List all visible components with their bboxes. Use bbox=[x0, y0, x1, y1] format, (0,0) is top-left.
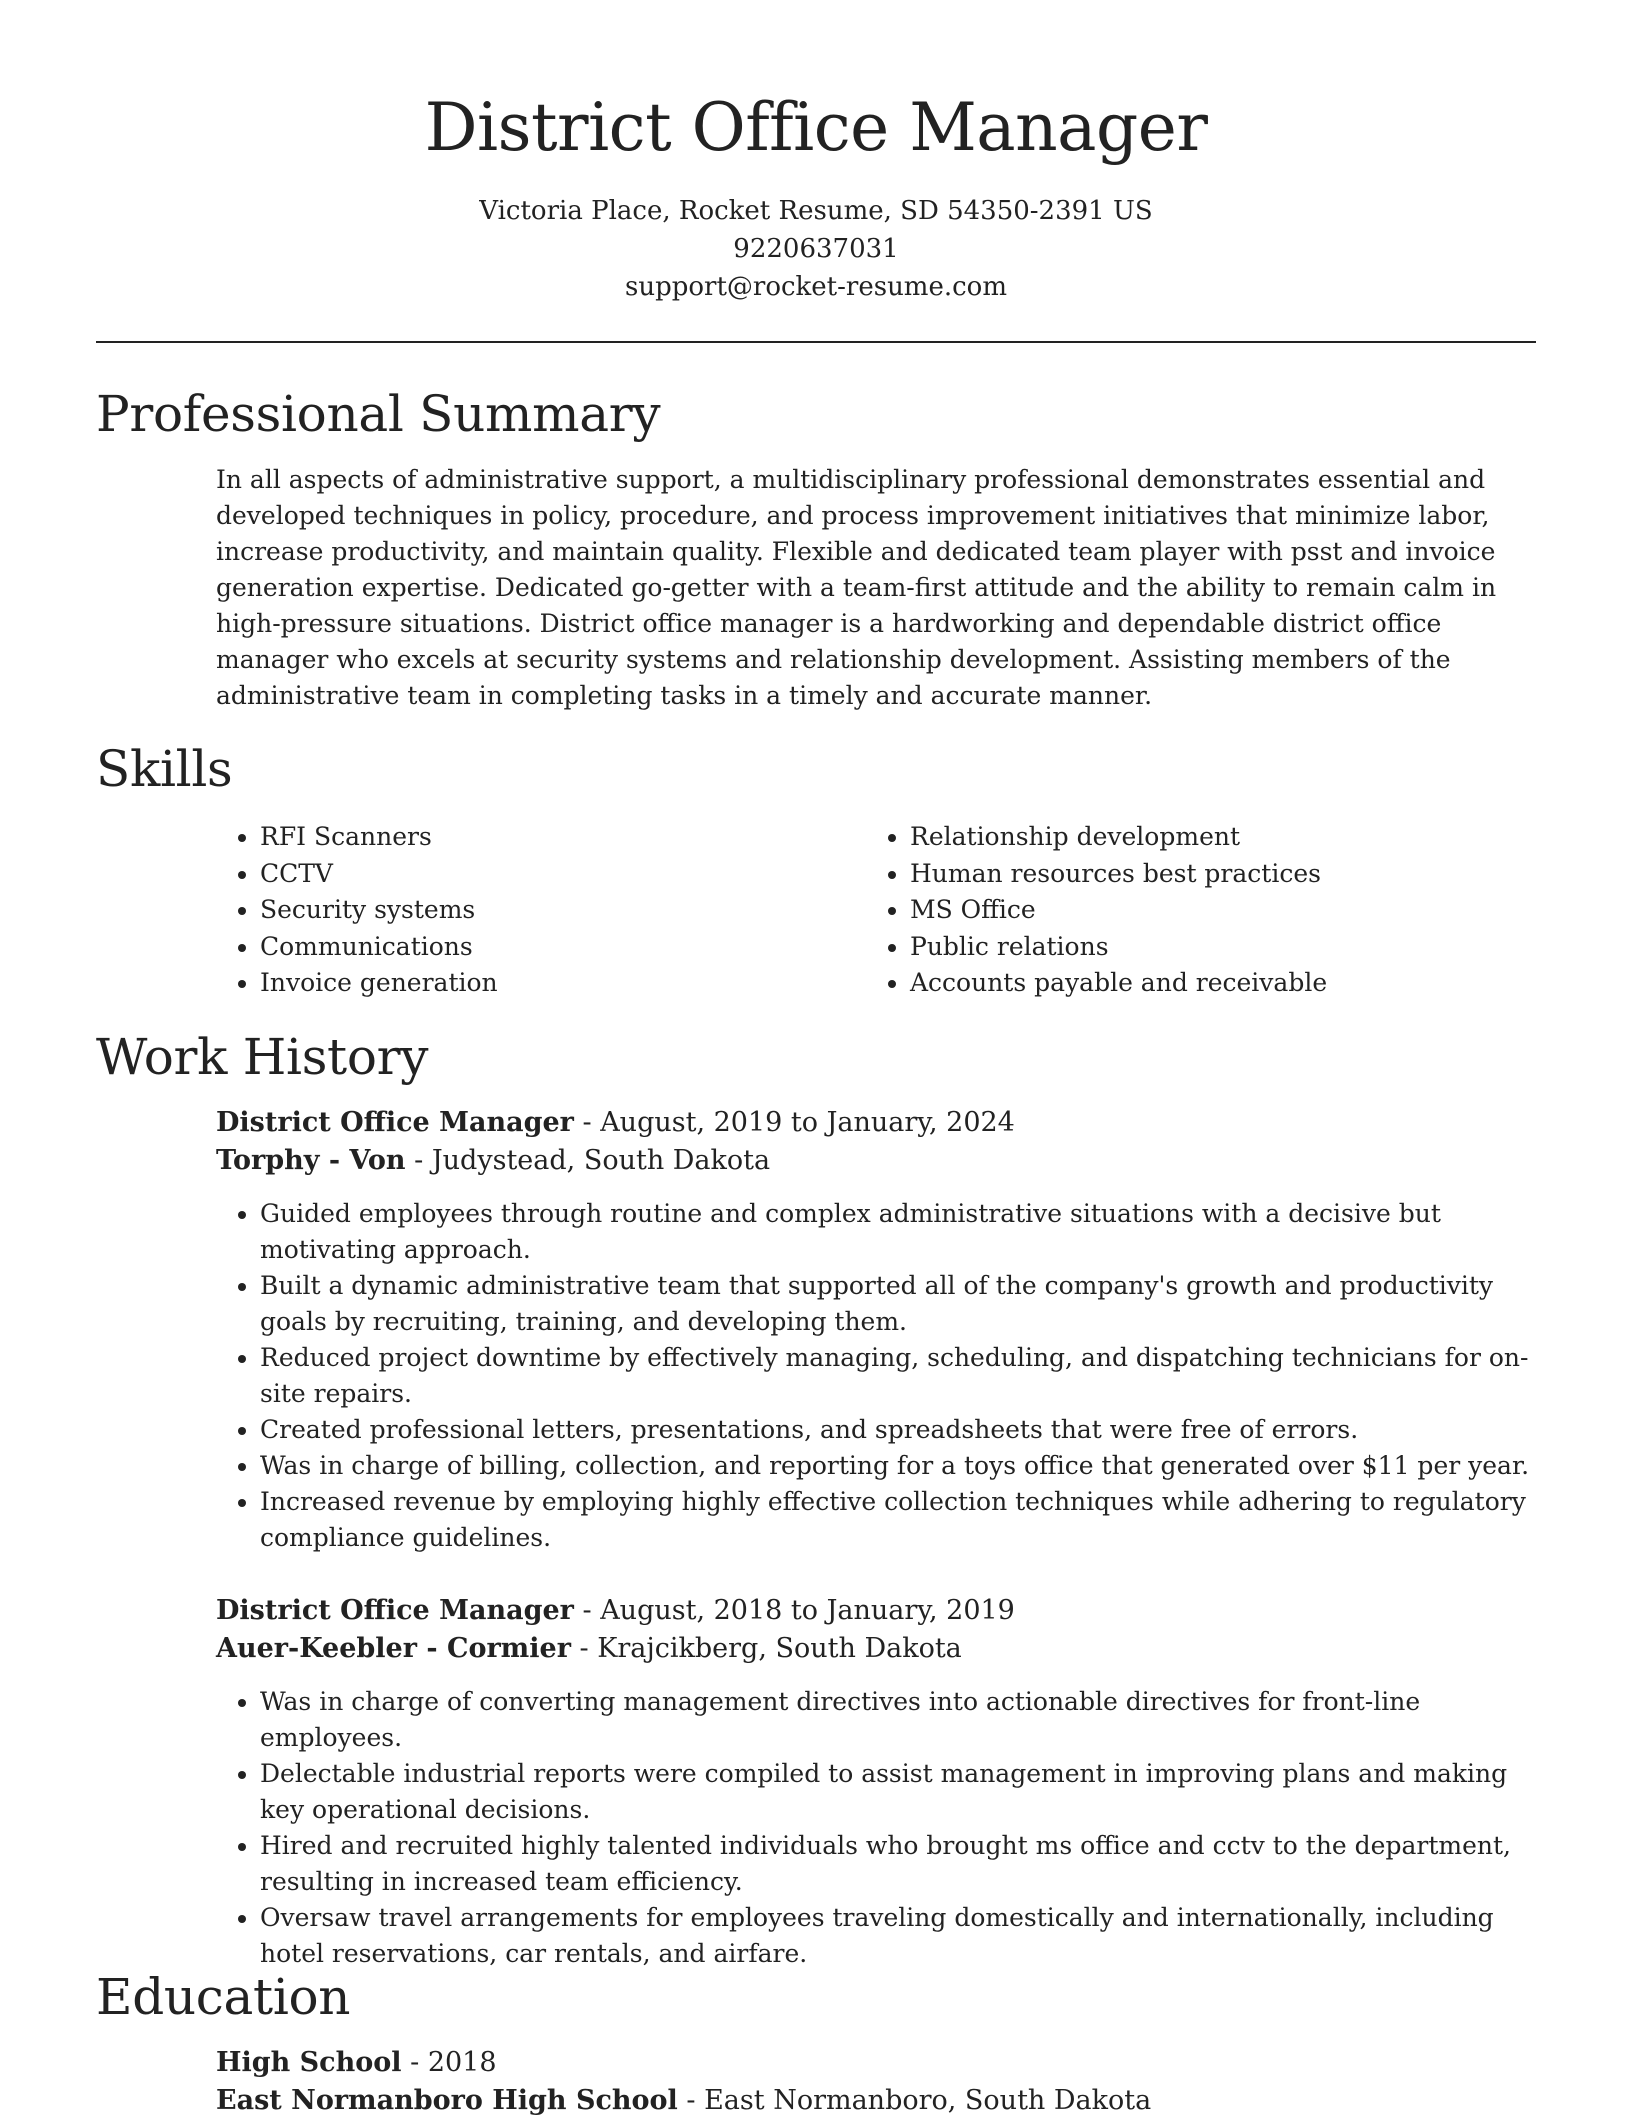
education-school-line bbox=[216, 2082, 1546, 2120]
job-bullet: • Created professional letters, presentations, and spreadsheets that were free of errors. bbox=[260, 1412, 1546, 1448]
job-bullets bbox=[216, 1196, 1546, 1556]
summary-text: In all aspects of administrative support, a multidisciplinary professional demonstrates essential and developed techniques in policy, procedure, and process improvement initiatives that minimize labor, increase productivity, and maintain quality. Flexible and dedicated team player with psst and invoice generation expertise. Dedicated go-getter with a team-first attitude and the ability to remain calm in high-pressure situations. District office manager is a hardworking and dependable district office manager who excels at security systems and relationship development. Assisting members of the administrative team in completing tasks in a timely and accurate manner. bbox=[216, 465, 1497, 710]
education-separator: - bbox=[401, 2047, 428, 2078]
job-bullet: • Guided employees through routine and complex administrative situations with a decisive but motivating approach. bbox=[260, 1196, 1546, 1268]
job-title: District Office Manager bbox=[216, 1595, 574, 1626]
contact-phone: 9220637031 bbox=[733, 234, 899, 264]
skill-item: • CCTV bbox=[260, 856, 866, 893]
education-degree: High School bbox=[216, 2047, 402, 2078]
job-entry bbox=[216, 1592, 1546, 1972]
job-bullet: • Delectable industrial reports were compiled to assist management in improving plans and making key operational decisions. bbox=[260, 1756, 1546, 1828]
skill-item: • Security systems bbox=[260, 892, 866, 929]
job-dates: August, 2019 to January, 2024 bbox=[600, 1107, 1015, 1138]
contact-email: support@rocket-resume.com bbox=[624, 272, 1007, 302]
education-year: 2018 bbox=[427, 2047, 497, 2078]
skill-item: • Accounts payable and receivable bbox=[910, 965, 1516, 1002]
section-title-work-history: Work History bbox=[96, 1028, 429, 1086]
skill-item: • Communications bbox=[260, 929, 866, 966]
job-bullet: • Reduced project downtime by effectively managing, scheduling, and dispatching technicians for on-site repairs. bbox=[260, 1340, 1546, 1412]
job-employer bbox=[216, 1630, 1546, 1668]
job-company: Torphy - Von bbox=[216, 1145, 406, 1176]
skills-column-left bbox=[216, 819, 866, 1002]
skill-item: • Human resources best practices bbox=[910, 856, 1516, 893]
job-bullet: • Built a dynamic administrative team that supported all of the company's growth and productivity goals by recruiting, training, and developing them. bbox=[260, 1268, 1546, 1340]
job-bullet: • Increased revenue by employing highly effective collection techniques while adhering to regulatory compliance guidelines. bbox=[260, 1484, 1546, 1556]
job-location: Krajcikberg, South Dakota bbox=[597, 1633, 962, 1664]
candidate-name: District Office Manager bbox=[424, 89, 1208, 166]
job-bullet: • Hired and recruited highly talented individuals who brought ms office and cctv to the department, resulting in increased team efficiency. bbox=[260, 1828, 1546, 1900]
education-school: East Normanboro High School bbox=[216, 2085, 678, 2116]
section-title-education: Education bbox=[96, 1968, 351, 2026]
section-title-skills: Skills bbox=[96, 740, 233, 798]
skills-column-right bbox=[866, 819, 1516, 1002]
skill-item: • RFI Scanners bbox=[260, 819, 866, 856]
skill-item: • Public relations bbox=[910, 929, 1516, 966]
resume-header bbox=[0, 86, 1632, 306]
job-separator: - bbox=[573, 1595, 601, 1626]
job-entry bbox=[216, 1104, 1546, 1556]
skills-list bbox=[216, 819, 1536, 1002]
job-bullet: • Was in charge of billing, collection, and reporting for a toys office that generated over $11 per year. bbox=[260, 1448, 1546, 1484]
job-heading bbox=[216, 1104, 1546, 1142]
education-degree-line bbox=[216, 2044, 1546, 2082]
contact-address: Victoria Place, Rocket Resume, SD 54350-2391 US bbox=[479, 196, 1153, 226]
education-separator: - bbox=[677, 2085, 705, 2116]
job-title: District Office Manager bbox=[216, 1107, 574, 1138]
job-company: Auer-Keebler - Cormier bbox=[216, 1633, 571, 1664]
job-bullets bbox=[216, 1684, 1546, 1972]
section-title-summary: Professional Summary bbox=[96, 385, 661, 443]
skill-item: • MS Office bbox=[910, 892, 1516, 929]
job-heading bbox=[216, 1592, 1546, 1630]
job-dates: August, 2018 to January, 2019 bbox=[600, 1595, 1015, 1626]
job-separator: - bbox=[405, 1145, 432, 1176]
job-separator: - bbox=[570, 1633, 598, 1664]
education-location: East Normanboro, South Dakota bbox=[704, 2085, 1152, 2116]
job-separator: - bbox=[573, 1107, 601, 1138]
job-bullet: • Was in charge of converting management directives into actionable directives for front-line employees. bbox=[260, 1684, 1546, 1756]
education-entry bbox=[216, 2044, 1546, 2120]
skill-item: • Invoice generation bbox=[260, 965, 866, 1002]
header-divider bbox=[96, 341, 1536, 343]
job-location: Judystead, South Dakota bbox=[431, 1145, 771, 1176]
skill-item: • Relationship development bbox=[910, 819, 1516, 856]
job-bullet: • Oversaw travel arrangements for employees traveling domestically and internationally, including hotel reservations, car rentals, and airfare. bbox=[260, 1900, 1546, 1972]
job-employer bbox=[216, 1142, 1546, 1180]
contact-info bbox=[0, 192, 1632, 306]
